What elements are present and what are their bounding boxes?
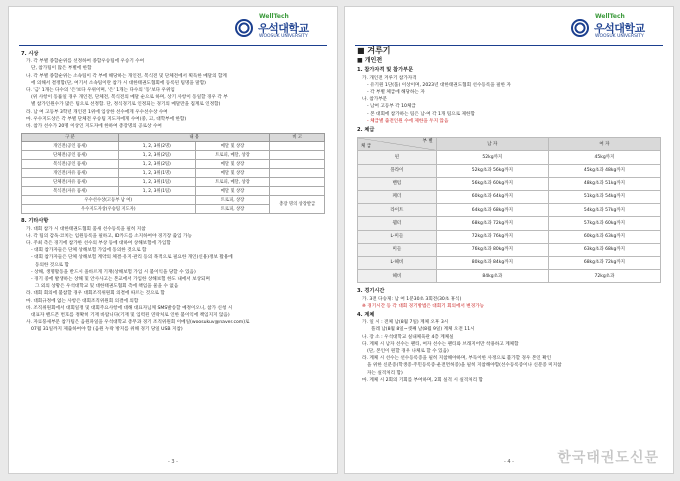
watermark: 한국태권도신문: [557, 450, 659, 466]
table-corner-cell: [358, 138, 437, 151]
table-cell: 복식전(공인 품새): [22, 160, 119, 169]
table-cell-note: [270, 142, 325, 151]
logo-small-text: WellTech: [595, 13, 625, 20]
text-line: 가. 일 시 : 전체 남(8월 7일) 계체 오후 3시: [362, 320, 449, 326]
text-line: ※ 경기시간 등 각 대회 경기방법은 대회기 회의에서 변경가능: [362, 303, 485, 309]
weight-range-cell: 54kg초과 57kg까지: [548, 204, 660, 217]
table-row: [22, 142, 325, 151]
table-cell-note: 총장 명의 상장발급: [270, 196, 325, 214]
table-cell: 트로피, 메달, 상장: [195, 151, 270, 160]
corner-bottom-label: 체 급: [361, 144, 372, 150]
section-3-body: [357, 296, 661, 310]
text-line: 그 외의 상황은 우석대학교 및 대한태권도협회 측에 책임을 물을 수 없음: [35, 284, 179, 290]
section-heading: [357, 47, 661, 54]
weight-range-cell: 72kg초과: [548, 270, 660, 283]
weight-range-cell: 48kg초과 51kg까지: [548, 177, 660, 190]
logo-english: WOOSUK UNIVERSITY: [259, 34, 308, 39]
university-emblem-icon: [235, 19, 253, 37]
corner-top-label: 부 별: [422, 139, 433, 145]
text-line: - 대회 참가자들은 단체 상해보험 계약의 체결·유지·관리 등의 목적으로 필요한 개인(신용)정보 활용에: [31, 255, 233, 261]
table-cell: 메달 및 상장: [195, 169, 270, 178]
weight-range-cell: 51kg초과 54kg까지: [548, 190, 660, 203]
weight-range-cell: 68kg초과 72kg까지: [548, 256, 660, 269]
table-row: [358, 190, 661, 203]
subsection-heading: [357, 57, 661, 64]
text-line: 바. 조직위원회에서 대회일정 및 대회주요사항에 대해 대표자님께 SMS발송할 예정이오니, 참가 신청 시: [26, 305, 233, 311]
weight-range-cell: 64kg초과 68kg까지: [436, 204, 548, 217]
logo-small-text: WellTech: [259, 13, 289, 20]
document-page-3: [8, 6, 338, 474]
university-emblem-icon: [571, 19, 589, 37]
table-cell: 1, 2, 3위(1명): [118, 169, 195, 178]
table-row: [22, 151, 325, 160]
award-table-header: 비 고: [270, 134, 325, 142]
table-cell: 개인전(공인 품새): [22, 142, 119, 151]
weight-range-cell: 45kg까지: [548, 151, 660, 164]
weight-range-cell: 60kg초과 64kg까지: [436, 190, 548, 203]
table-cell: 1, 2, 3위(2명): [118, 142, 195, 151]
table-row: [358, 243, 661, 256]
female-column-header: 여 자: [548, 138, 660, 151]
table-cell: 메달 및 상장: [195, 142, 270, 151]
weight-class-name: L-미들: [358, 230, 437, 243]
section-7-body: [21, 58, 325, 130]
table-cell: 1, 2, 3위(1팀): [118, 178, 195, 187]
text-line: 별 참가인원수가 많은 팀으로 선정함. 단, 정식경기로 인정되는 경기의 메달만을 집계로 인정함): [31, 102, 221, 108]
table-row: [22, 187, 325, 196]
text-line: 07월 31일까지 제출하여야 함 (음원 누락 방지를 위해 경기 당일 USB 지참): [31, 327, 183, 333]
square-bullet-icon: ■: [357, 57, 365, 65]
weight-class-name: 미들: [358, 243, 437, 256]
text-line: 라. 대회 회의에 불참할 경우 대회조직위원회 의결에 따르는 것으로 함: [26, 291, 165, 297]
text-line: 라. 남 여 고등부 3학년 개인전 1위에 입상한 선수에게 우수선수상 수여: [26, 109, 168, 115]
table-row: [358, 256, 661, 269]
section-1-title: 1. 참가자격 및 참가부문: [357, 67, 414, 74]
logo-english: WOOSUK UNIVERSITY: [595, 34, 644, 39]
text-line: 나. 참가부문: [362, 97, 388, 103]
table-row: [22, 178, 325, 187]
table-cell: 메달 및 상장: [195, 160, 270, 169]
weight-class-name: L-헤비: [358, 256, 437, 269]
text-line: 마. 대회규정에 없는 사항은 대회조직위원회 의결에 의함: [26, 298, 139, 304]
section-8-body: [21, 226, 325, 334]
text-line: 바. 참가 선수가 20명 이상인 지도자에 한하여 총장명의 공로상 수여: [26, 124, 162, 130]
logo-name: 우석대학교: [258, 22, 309, 35]
text-line: 동의한 것으로 함: [35, 262, 69, 268]
male-column-header: 남 자: [436, 138, 548, 151]
university-logo: [571, 11, 663, 43]
weight-class-name: 헤비: [358, 270, 437, 283]
text-line: - 남여 고등부 각 10체급: [367, 104, 416, 110]
text-line: - 체급별 출전인원 수에 제한을 두지 않음: [367, 118, 449, 124]
table-row: [22, 196, 325, 205]
table-cell: 복식전(자유 품새): [22, 187, 119, 196]
text-line: 플레 남(8월 8일~셋째 날(8월 9일) 계체 오전 11시: [371, 327, 475, 333]
university-logo: [235, 11, 327, 43]
table-row: [358, 270, 661, 283]
page-number: - 3 -: [168, 459, 178, 465]
table-cell: 트로피, 상장: [195, 196, 270, 205]
weight-class-name: 라이트: [358, 204, 437, 217]
table-cell-note: [270, 169, 325, 178]
text-line: 가. 각 부별 종합순위를 선정하여 종합우승팀에 우승기 수여: [26, 59, 145, 65]
table-cell: 트로피, 상장: [195, 205, 270, 214]
weight-range-cell: 52kg초과 56kg까지: [436, 164, 548, 177]
table-cell: 1, 2, 3위(2팀): [118, 151, 195, 160]
text-line: 마. 계체 시 2회의 기회를 부여하며, 2회 실격 시 실격처리 함: [362, 377, 483, 383]
award-table: [21, 133, 325, 214]
table-cell: 1, 2, 3위(1팀): [118, 187, 195, 196]
text-line: 나. 장 소 : 우석대학교 실내체육관 4층 계체실: [362, 334, 454, 340]
weight-class-name: 페더: [358, 190, 437, 203]
weight-class-table: [357, 137, 661, 283]
text-line: - 유기원 1단(품) 이상이며, 2023년 대한태권도협회 선수등록을 필한 자: [367, 82, 511, 88]
weight-range-cell: 45kg초과 48kg까지: [548, 164, 660, 177]
table-cell: 1, 2, 3위(2팀): [118, 160, 195, 169]
weight-range-cell: 60kg초과 63kg까지: [548, 230, 660, 243]
text-line: 가. 대회 참가 시 대한태권도협회 품새 선수등록을 필히 지참: [26, 226, 146, 232]
header-divider: [355, 45, 663, 46]
table-cell: 우수선수상(고등부 남 여): [22, 196, 196, 205]
text-line: (위 사항이 동률일 경우 개인전, 단체전, 복식전의 메달 순으로 하며, 상기 사항이 동일할 경우 각 부: [31, 95, 228, 101]
header-divider: [19, 45, 327, 46]
text-line: 사. 자료풍새부문 참가팀은 음원파일을 우석대학교 총무과 경기 조직위원회 이메일(woosukuv@naver.com)로: [26, 320, 250, 326]
heading-text: 겨루기: [367, 46, 391, 55]
text-line: 라. 계체 시 선수는 선수등록증을 필히 지참해야하며, 부득이한 사정으로 불가할 경우 본인 확인: [362, 356, 552, 362]
weight-range-cell: 63kg초과 68kg까지: [548, 243, 660, 256]
table-row: [22, 169, 325, 178]
weight-class-name: 핀: [358, 151, 437, 164]
section-7-title: 7. 시상: [21, 51, 39, 57]
table-row: [358, 217, 661, 230]
text-line: 대표자 핸드폰 번호를 정확히 기재 바랍니다(기재 및 입력된 연락처로 인한 불이익에 책임지지 않음): [31, 313, 230, 319]
text-line: 가. 개인전 겨루기 참가자격: [362, 75, 417, 81]
section-2-title: 2. 체급: [357, 127, 375, 134]
table-row: [358, 230, 661, 243]
weight-range-cell: 57kg초과 60kg까지: [548, 217, 660, 230]
subheading-text: 개인전: [364, 57, 383, 65]
table-row: [358, 204, 661, 217]
text-line: 나. 각 팀의 감독·코치는 임원등록을 필하고, ID카드를 소지하여야 경기장 출입 가능: [26, 233, 192, 239]
square-bullet-icon: ■: [357, 46, 368, 55]
text-line: 에 의해서 결정함(단, 여기서 소속팀이란 참가 시 대한태권도협회에 등록된 팀명을 말함): [31, 80, 206, 86]
text-line: 다. 계체 시 남자 선수는 팬티, 여자 선수는 팬티와 브래지어만 착용하고 계체함: [362, 341, 519, 347]
award-table-header: 구 분: [22, 134, 119, 142]
award-table-header: 내 용: [118, 134, 270, 142]
table-cell: 메달 및 상장: [195, 187, 270, 196]
table-row: [358, 151, 661, 164]
section-4-body: [357, 319, 661, 384]
page-number: - 4 -: [504, 459, 514, 465]
weight-class-name: 웰터: [358, 217, 437, 230]
table-cell: 우수지도자상(우승팀 지도자): [22, 205, 196, 214]
text-line: - 본 대회에 참가하는 팀은 남·여 각 1개 팀으로 제한함: [367, 111, 475, 117]
table-cell-note: [270, 187, 325, 196]
table-cell: 단체전(공인 품새): [22, 151, 119, 160]
table-row: [358, 177, 661, 190]
section-8-title: 8. 기타사항: [21, 218, 49, 225]
text-line: 다. 주최 측은 경기에 참가한 선수의 부상 등에 대하여 상해보험에 가입함: [26, 241, 171, 247]
table-cell-note: [270, 160, 325, 169]
section-3-title: 3. 경기시간: [357, 288, 385, 295]
table-cell: 트로피, 메달, 상장: [195, 178, 270, 187]
text-line: 다. '금' 1개는 다수의 '은'보다 우위이며, '은' 1개는 다수의 '동'보다 우위임: [26, 88, 175, 94]
weight-range-cell: 76kg초과 80kg까지: [436, 243, 548, 256]
text-line: 단, 참가팀이 많은 부별에 한함: [31, 66, 92, 72]
text-line: 자는 실격처리 함): [367, 370, 403, 376]
weight-range-cell: 68kg초과 72kg까지: [436, 217, 548, 230]
weight-range-cell: 72kg초과 76kg까지: [436, 230, 548, 243]
text-line: - 각 부별 체급에 해당하는 자: [367, 90, 425, 96]
table-row: [358, 164, 661, 177]
table-cell: 개인전(자유 품새): [22, 169, 119, 178]
logo-name: 우석대학교: [594, 22, 645, 35]
section-4-title: 4. 계체: [357, 311, 375, 318]
weight-range-cell: 80kg초과 84kg까지: [436, 256, 548, 269]
table-cell-note: [270, 178, 325, 187]
weight-class-name: 밴텀: [358, 177, 437, 190]
text-line: 가. 3전 다승제: 남 여 1분30초 3회전(30초 휴식): [362, 296, 462, 302]
text-line: (단, 본인이 원할 경우 나체로 할 수 있음): [367, 348, 449, 354]
table-cell-note: [270, 151, 325, 160]
text-line: - 대회 참가자들은 단체 상해보험 가입에 동의한 것으로 함: [31, 248, 147, 254]
text-line: 마. 우수지도상은 각 부별 단체전 우승팀 지도자에게 수여(중, 고, 대학부에 한함): [26, 116, 187, 122]
weight-range-cell: 52kg까지: [436, 151, 548, 164]
text-line: 을 위한 신분증(학생증·주민등록증·운전면허증)을 필히 지참해야함(선수등록증이나 신분증 미지참: [367, 363, 562, 369]
weight-range-cell: 56kg초과 60kg까지: [436, 177, 548, 190]
text-line: - 경기 중에 발생하는 상해 및 안사사고는 본교에서 가입한 상해보험 한도 내에서 보상되며: [31, 277, 210, 283]
document-page-4: [344, 6, 674, 474]
text-line: 나. 각 부별 종합순위는 소속팀이 각 부에 해당하는 개인전, 복식전 및 단체전에서 획득한 메달의 합계: [26, 73, 227, 79]
section-1-body: [357, 75, 661, 125]
weight-range-cell: 84kg초과: [436, 270, 548, 283]
page-4-content: [357, 47, 661, 384]
table-row: [22, 160, 325, 169]
table-cell: 단체전(자유 품새): [22, 178, 119, 187]
text-line: - 상해, 생명활동을 반드시 올바르게 기재(상해보험 가입 시 불이익을 당할 수 있음): [31, 269, 196, 275]
weight-class-name: 플라이: [358, 164, 437, 177]
page-3-content: [21, 49, 325, 334]
